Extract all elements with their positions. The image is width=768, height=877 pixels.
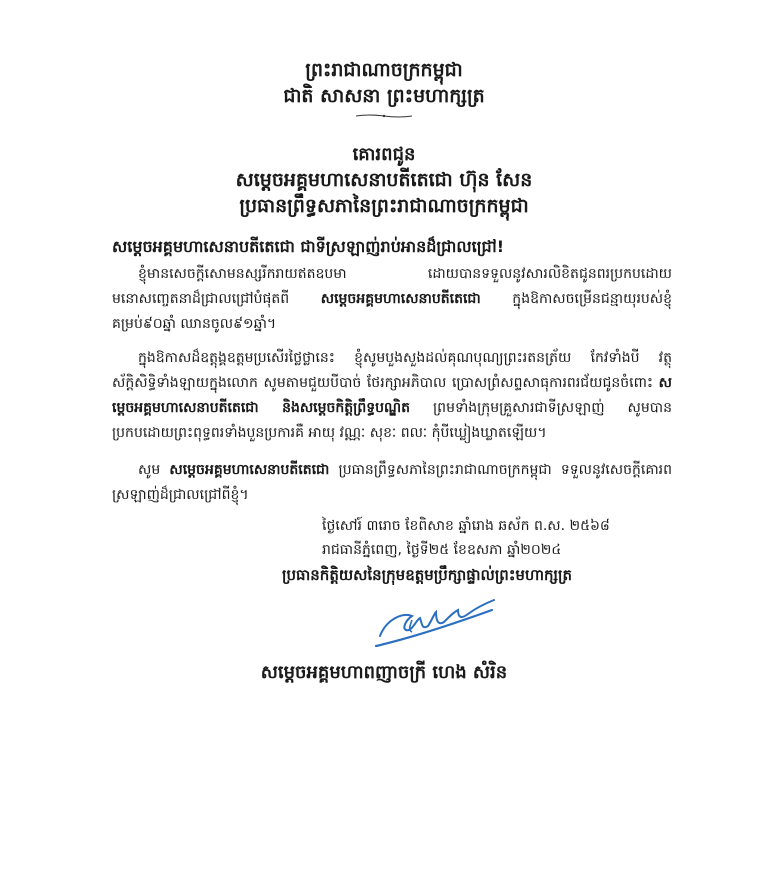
recipient-name: សម្តេចអគ្គមហាសេនាបតីតេជោ ហ៊ុន សែន bbox=[235, 169, 533, 191]
kingdom-header: ព្រះរាជាណាចក្រកម្ពុជា bbox=[305, 59, 463, 81]
ornamental-divider bbox=[354, 113, 414, 119]
paragraph-1-text-a: ខ្ញុំមានសេចក្តីសោមនស្សរីករាយឥតឧបមា ដោយបានទទួលនូវសារលិខិតជូនពរប្រកបដោយមនោសញ្ចេតនាដ៏ជ្រាលជ្រៅបំផុតពី bbox=[112, 266, 672, 307]
paragraph-1-bold: សម្តេចអគ្គមហាសេនាបតីតេជោ bbox=[320, 291, 481, 307]
paragraph-2-text-b: ព្រមទាំងក្រុមគ្រួសារជាទីស្រឡាញ់ សូមបានប្រកបដោយព្រះពុទ្ធពរទាំងបួនប្រការគឺ អាយុ វណ្ណៈ សុខៈ ពលៈ កុំបីឃ្លៀងឃ្លាតឡើយ។ bbox=[112, 400, 672, 441]
paragraph-3-bold: សម្តេចអគ្គមហាសេនាបតីតេជោ bbox=[169, 462, 330, 478]
signer-name: សម្តេចអគ្គមហាពញាចក្រី ហេង សំរិន bbox=[260, 662, 508, 683]
lunar-date: ថ្ងៃសៅរ៍ ៣រោច ខែពិសាខ ឆ្នាំរោង ឆស័ក ព.ស. ២៥៦៨ bbox=[322, 518, 610, 534]
paragraph-3 bbox=[112, 458, 672, 508]
recipient-role: ប្រធានព្រឹទ្ធសភានៃព្រះរាជាណាចក្រកម្ពុជា bbox=[239, 195, 529, 217]
paragraph-2-bold: សម្តេចអគ្គមហាសេនាបតីតេជោ និងសម្តេចកិត្តិព្រឹទ្ធបណ្ឌិត bbox=[112, 375, 672, 416]
signer-title: ប្រធានកិត្តិយសនៃក្រុមឧត្តមប្រឹក្សាផ្ទាល់ព្រះមហាក្សត្រ bbox=[282, 566, 572, 584]
solar-date: រាជធានីភ្នំពេញ, ថ្ងៃទី២៥ ខែឧសភា ឆ្នាំ២០២៤ bbox=[322, 542, 562, 558]
paragraph-3-text-a: សូម bbox=[138, 462, 170, 478]
paragraph-1 bbox=[112, 262, 672, 337]
paragraph-1-text-b: ក្នុងឱកាសចម្រើនជន្មាយុរបស់ខ្ញុំគម្រប់៩០ឆ្នាំ ឈានចូល៩១ឆ្នាំ។ bbox=[112, 291, 672, 332]
paragraph-3-text-b: ប្រធានព្រឹទ្ធសភានៃព្រះរាជាណាចក្រកម្ពុជា ទទួលនូវសេចក្តីគោរពស្រឡាញ់ដ៏ជ្រាលជ្រៅពីខ្ញុំ។ bbox=[112, 462, 672, 503]
national-motto: ជាតិ សាសនា ព្រះមហាក្សត្រ bbox=[283, 85, 485, 107]
handwritten-signature bbox=[372, 590, 502, 654]
paragraph-2 bbox=[112, 346, 672, 446]
salutation: សម្តេចអគ្គមហាសេនាបតីតេជោ ជាទីស្រឡាញ់រាប់អានដ៏ជ្រាលជ្រៅ! bbox=[112, 237, 505, 256]
recipient-greeting: គោរពជូន bbox=[352, 144, 416, 165]
paragraph-2-text-a: ក្នុងឱកាសដ៏ឧត្តុង្គឧត្តមប្រសើរថ្លៃថ្លានេះ ខ្ញុំសូមបួងសួងដល់គុណបុណ្យព្រះរតនត្រ័យ កែវទាំងបី វត្ថុស័ក្តិសិទ្ធិទាំងឡាយក្នុងលោក សូមតាមជួយបីបាច់ ថែរក្សាអភិបាល ប្រោសព្រំសព្ទសាធុការពរជ័យជូនចំពោះ bbox=[112, 350, 672, 391]
